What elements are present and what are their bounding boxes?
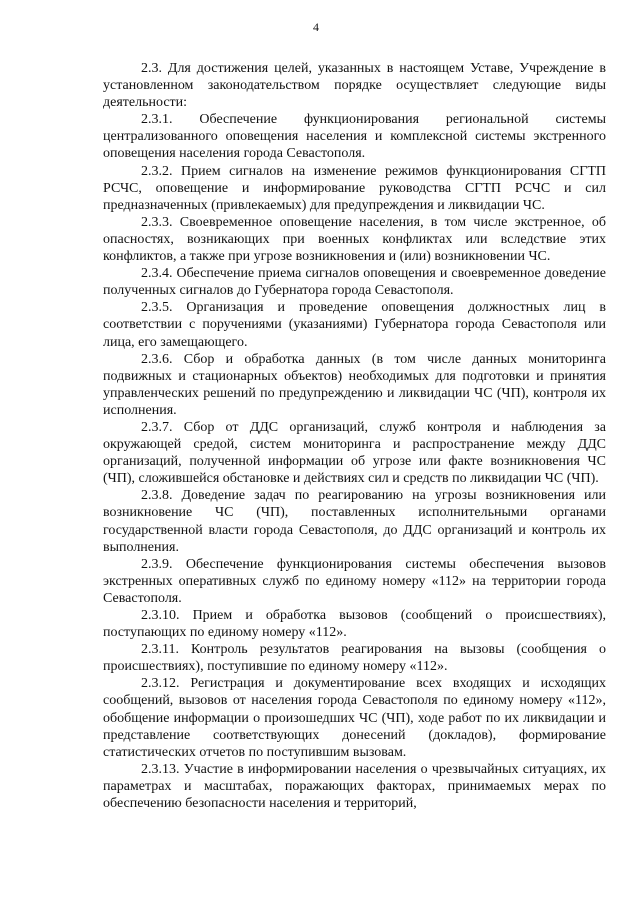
paragraph-2-3-10: 2.3.10. Прием и обработка вызовов (сообщений о происшествиях), поступающих по единому номеру «112».: [103, 608, 606, 641]
paragraph-2-3-1: 2.3.1. Обеспечение функционирования региональной системы централизованного оповещения населения и комплексной системы экстренного оповещения населения города Севастополя.: [103, 112, 606, 162]
paragraph-2-3-11: 2.3.11. Контроль результатов реагирования на вызовы (сообщения о происшествиях), поступившие по единому номеру «112».: [103, 642, 606, 675]
page-number: 4: [313, 20, 319, 34]
paragraph-2-3-4: 2.3.4. Обеспечение приема сигналов оповещения и своевременное доведение полученных сигналов до Губернатора города Севастополя.: [103, 266, 606, 299]
paragraph-2-3-8: 2.3.8. Доведение задач по реагированию на угрозы возникновения или возникновение ЧС (ЧП), поставленных исполнительными органами государственной власти города Севастополя, до ДДС организаций и контроль их выполнения.: [103, 488, 606, 555]
paragraph-2-3-3: 2.3.3. Своевременное оповещение населения, в том числе экстренное, об опасностях, возникающих при военных конфликтах или вследствие этих конфликтов, а также при угрозе возникновения и (или) возникновении ЧС.: [103, 214, 606, 265]
paragraph-2-3-5: 2.3.5. Организация и проведение оповещения должностных лиц в соответствии с поручениями (указаниями) Губернатора города Севастополя или лица, его замещающего.: [103, 300, 606, 350]
paragraph-2-3-12: 2.3.12. Регистрация и документирование всех входящих и исходящих сообщений, вызовов от населения города Севастополя по единому номеру «112», обобщение информации о произошедших ЧС (ЧП), ходе работ по их ликвидации и представление соответствующих донесений (докладов), формирование статистических отчетов по поступившим вызовам.: [103, 676, 606, 760]
document-body: [103, 60, 606, 812]
paragraph-2-3-7: 2.3.7. Сбор от ДДС организаций, служб контроля и наблюдения за окружающей средой, систем мониторинга и распространение между ДДС организаций, полученной информации об угрозе или факте возникновения ЧС (ЧП), сложившейся обстановке и действиях сил и средств по ликвидации ЧС (ЧП).: [103, 419, 606, 487]
paragraph-2-3-6: 2.3.6. Сбор и обработка данных (в том числе данных мониторинга подвижных и стационарных объектов) необходимых для подготовки и принятия управленческих решений по предупреждению и ликвидации ЧС (ЧП), контроля их исполнения.: [103, 351, 606, 418]
paragraph-2-3-9: 2.3.9. Обеспечение функционирования системы обеспечения вызовов экстренных оперативных служб по единому номеру «112» на территории города Севастополя.: [103, 556, 606, 606]
paragraph-2-3-2: 2.3.2. Прием сигналов на изменение режимов функционирования СГТП РСЧС, оповещение и информирование руководства СГТП РСЧС и сил предназначенных (привлекаемых) для предупреждения и ликвидации ЧС.: [103, 163, 606, 213]
paragraph-2-3-13: 2.3.13. Участие в информировании населения о чрезвычайных ситуациях, их параметрах и масштабах, поражающих факторах, принимаемых мерах по обеспечению безопасности населения и территорий,: [103, 761, 606, 812]
paragraph-2-3: 2.3. Для достижения целей, указанных в настоящем Уставе, Учреждение в установленном законодательством порядке осуществляет следующие виды деятельности:: [103, 61, 606, 111]
